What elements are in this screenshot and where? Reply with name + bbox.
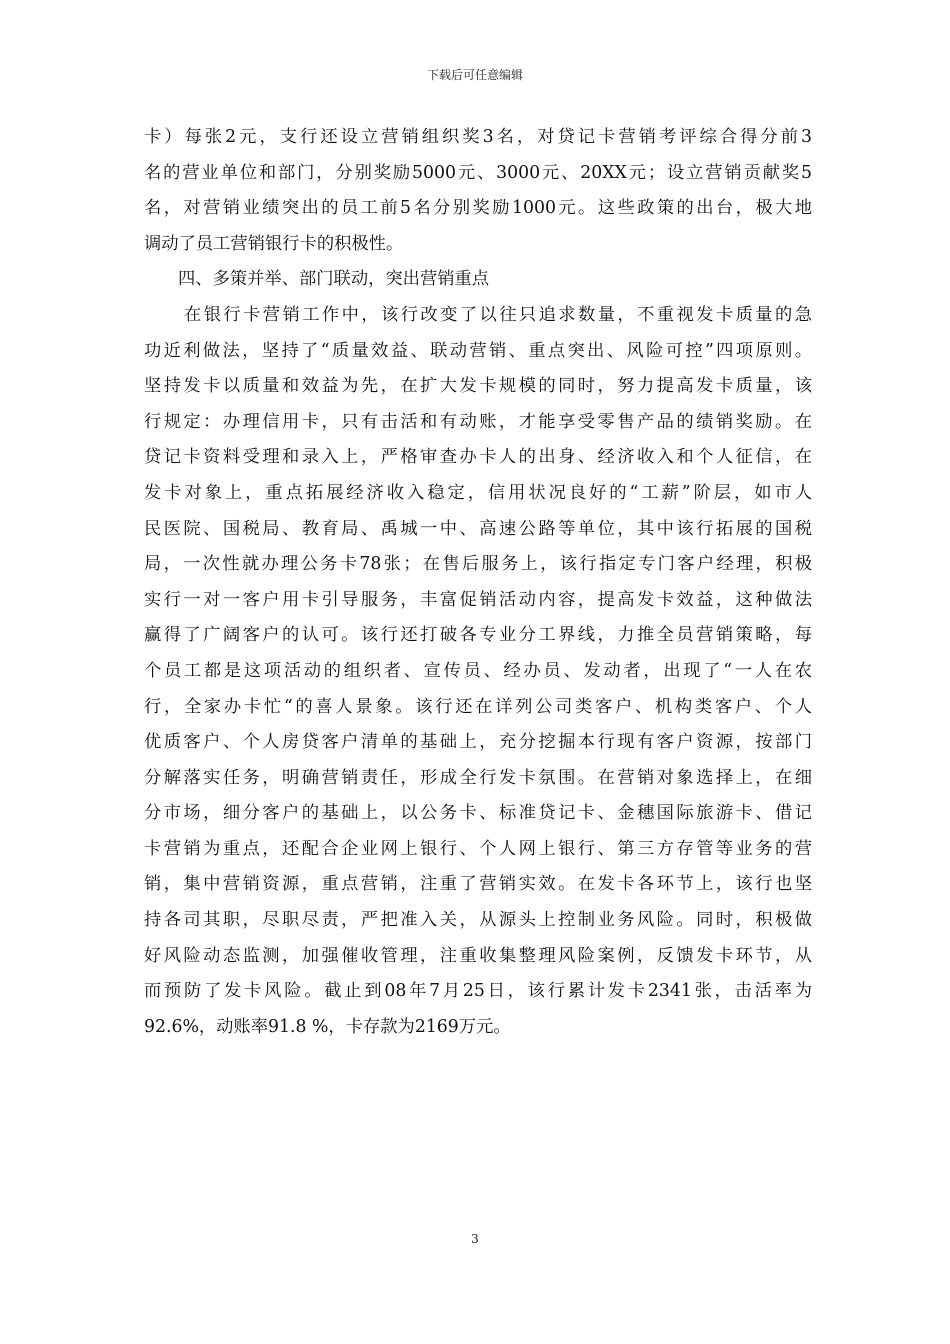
body-line: 优质客户、个人房贷客户清单的基础上，充分挖掘本行现有客户资源，按部门 [144,732,812,753]
page-header: 下载后可任意编辑 [426,68,523,82]
body-line: 而预防了发卡风险。截止到08年7月25日，该行累计发卡2341张，击活率为 [144,981,812,1002]
body-line: 行，全家办卡忙“的喜人景象。该行还在详列公司类客户、机构类客户、个人 [144,696,812,717]
body-line: 民医院、国税局、教育局、禹城一中、高速公路等单位，其中该行拓展的国税 [144,518,812,539]
document-body [144,120,812,1045]
body-line: 贷记卡资料受理和录入上，严格审查办卡人的出身、经济收入和个人征信，在 [144,447,812,468]
body-line: 功近利做法，坚持了“质量效益、联动营销、重点突出、风险可控”四项原则。 [144,340,812,361]
body-line: 在银行卡营销工作中，该行改变了以往只追求数量，不重视发卡质量的急 [184,304,812,325]
body-line: 发卡对象上，重点拓展经济收入稳定，信用状况良好的“工薪”阶层，如市人 [144,482,812,503]
body-line: 名，对营销业绩突出的员工前5名分别奖励1000元。这些政策的出台，极大地 [144,198,812,219]
page-number: 3 [471,1232,479,1246]
body-line: 名的营业单位和部门，分别奖励5000元、3000元、20XX元；设立营销贡献奖5 [144,162,812,183]
body-line: 好风险动态监测，加强催收管理，注重收集整理风险案例，反馈发卡环节，从 [144,945,812,966]
body-line: 92.6%，动账率91.8 %，卡存款为2169万元。 [144,1016,511,1037]
body-line: 个员工都是这项活动的组织者、宣传员、经办员、发动者，出现了“一人在农 [144,660,812,681]
body-line: 销，集中营销资源，重点营销，注重了营销实效。在发卡各环节上，该行也坚 [144,874,812,895]
body-line: 行规定：办理信用卡，只有击活和有动账，才能享受零售产品的绩销奖励。在 [144,411,812,432]
body-line: 分解落实任务，明确营销责任，形成全行发卡氛围。在营销对象选择上，在细 [144,767,812,788]
body-line: 四、多策并举、部门联动，突出营销重点 [178,269,490,290]
body-line: 卡营销为重点，还配合企业网上银行、个人网上银行、第三方存管等业务的营 [144,838,812,859]
body-line: 赢得了广阔客户的认可。该行还打破各专业分工界线，力推全员营销策略，每 [144,625,812,646]
body-line: 调动了员工营销银行卡的积极性。 [144,233,404,254]
body-line: 持各司其职，尽职尽责，严把准入关，从源头上控制业务风险。同时，积极做 [144,910,812,931]
body-line: 分市场，细分客户的基础上，以公务卡、标准贷记卡、金穗国际旅游卡、借记 [144,803,812,824]
body-line: 实行一对一客户用卡引导服务，丰富促销活动内容，提高发卡效益，这种做法 [144,589,812,610]
body-line: 局，一次性就办理公务卡78张；在售后服务上，该行指定专门客户经理，积极 [144,554,812,575]
body-line: 卡）每张2元，支行还设立营销组织奖3名，对贷记卡营销考评综合得分前3 [144,127,812,147]
body-line: 坚持发卡以质量和效益为先，在扩大发卡规模的同时，努力提高发卡质量，该 [144,376,812,397]
